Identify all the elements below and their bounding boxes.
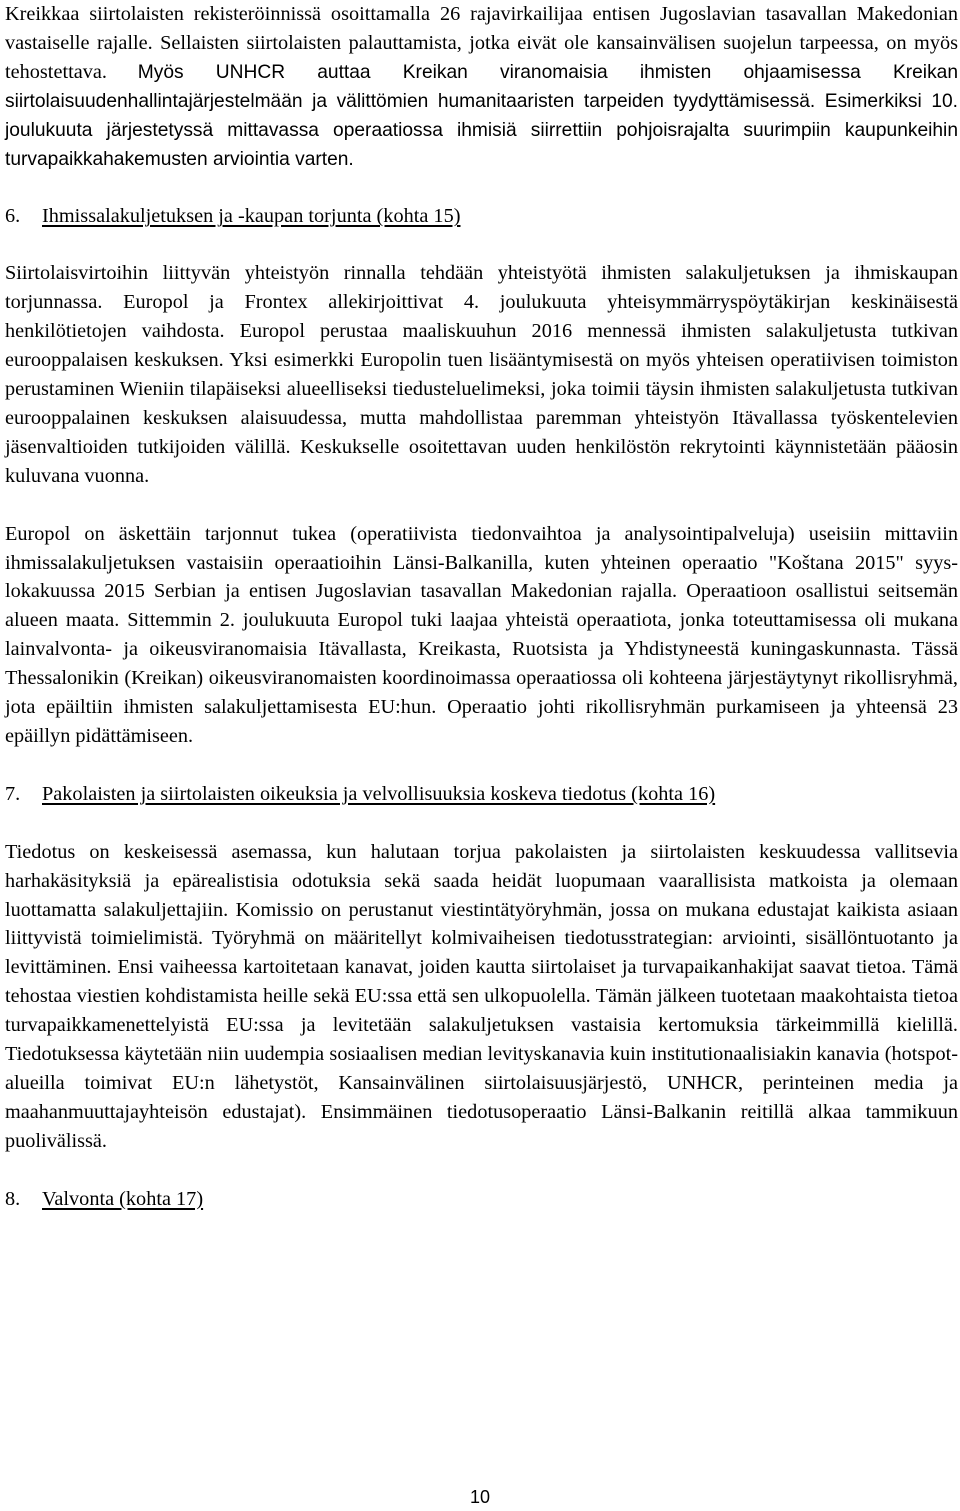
paragraph-information-campaign: Tiedotus on keskeisessä asemassa, kun halutaan torjua pakolaisten ja siirtolaisten keskuudessa vallitsevia harhakäsityksiä ja epärealistisia odotuksia sekä saada heidät luopumaan vaarallisista matkoista ja olemaan luottamatta salakuljettajiin. Komissio on perustanut viestintätyöryhmän, jossa on mukana edustajat kaikista asiaan liittyvistä toimielimistä. Työryhmä on määritellyt kolmivaiheisen tiedotusstrategian: arviointi, sisällöntuotanto ja levittäminen. Ensi vaiheessa kartoitetaan kanavat, joiden kautta siirtolaiset ja turvapaikanhakijat saavat tietoa. Tämä tehostaa viestien kohdistamista heille sekä EU:ssa että sen ulkopuolella. Tämän jälkeen tuotetaan maakohtaista tietoa turvapaikkamenettelyistä EU:ssa ja levitetään salakuljetuksen vastaisia kertomuksia tärkeimmillä kielillä. Tiedotuksessa käytetään niin uudempia sosiaalisen median levityskanavia kuin institutionaalisiakin kanavia (hotspot-alueilla toimivat EU:n lähetystöt, Kansainvälinen siirtolaisuusjärjestö, UNHCR, perinteinen media ja maahanmuuttajayhteisön edustajat). Ensimmäinen tiedotusoperaatio Länsi-Balkanin reitillä alkaa tammikuun puolivälissä. (5, 840, 958, 1152)
paragraph-serif-text: Kreikkaa siirtolaisten rekisteröinnissä osoittamalla 26 rajavirkailijaa entisen Jugoslavian tasavallan Makedonian vastaiselle rajalle. Sellaisten siirtolaisten palauttamista, jotka eivät ole kansainvälisen suojelun tarpeessa, on myös tehostettava. (5, 3, 958, 83)
paragraph-sans-text: Myös UNHCR auttaa Kreikan viranomaisia ihmisten ohjaamisessa Kreikan siirtolaisuudenhallintajärjestelmään ja välittömien humanitaaristen tarpeiden tyydyttämisessä. Esimerkiksi 10. joulukuuta järjestetyssä mittavassa operaatiossa ihmisiä siirrettiin pohjoisrajalta suurimpiin kaupunkeihin turvapaikkahakemusten arviointia varten. (5, 61, 959, 170)
paragraph-europol-operations: Europol on äskettäin tarjonnut tukea (operatiivista tiedonvaihtoa ja analysointipalveluja) useisiin mittaviin ihmissalakuljetuksen vastaisiin operaatioihin Länsi-Balkanilla, kuten yhteinen operaatio "Koštana 2015" syys-lokakuussa 2015 Serbian ja entisen Jugoslavian tasavallan Makedonian rajalla. Operaatioon osallistui seitsemän alueen maata. Sittemmin 2. joulukuuta Europol tuki laajaa yhteistä operaatiota, jonka toteuttamisessa oli mukana lainvalvonta- ja oikeusviranomaisia Itävallasta, Kreikasta, Ruotsista ja Yhdistyneestä kuningaskunnasta. Tässä Thessalonikin (Kreikan) oikeusviranomaisten koordinoimassa operaatiossa oli kohteena järjestäytynyt rikollisryhmä, jota epäiltiin ihmisten salakuljettamisesta EU:hun. Operaatio johti rikollisryhmän purkamiseen ja yhteensä 23 epäillyn pidättämiseen. (5, 522, 958, 747)
section-heading-6 (5, 202, 958, 231)
section-title: Ihmissalakuljetuksen ja -kaupan torjunta (kohta 15) (42, 205, 461, 228)
section-number: 8. (5, 1187, 21, 1210)
section-number: 6. (5, 205, 21, 228)
paragraph-kreikka-support (5, 0, 958, 174)
section-title: Valvonta (kohta 17) (42, 1187, 204, 1210)
document-page (5, 0, 958, 1214)
section-heading-7 (5, 780, 958, 809)
page-number: 10 (469, 1487, 491, 1507)
section-number: 7. (5, 782, 21, 805)
section-heading-8 (5, 1185, 958, 1214)
section-title: Pakolaisten ja siirtolaisten oikeuksia ja velvollisuuksia koskeva tiedotus (kohta 16) (42, 782, 716, 805)
paragraph-smuggling-cooperation: Siirtolaisvirtoihin liittyvän yhteistyön rinnalla tehdään yhteistyötä ihmisten salakuljetuksen ja ihmiskaupan torjunnassa. Europol ja Frontex allekirjoittivat 4. joulukuuta yhteisymmärryspöytäkirjan keskinäisestä henkilötietojen vaihdosta. Europol perustaa maaliskuuhun 2016 mennessä ihmisten salakuljetusta tutkivan eurooppalaisen keskuksen. Yksi esimerkki Europolin tuen lisääntymisestä on myös yhteisen operatiivisen toimiston perustaminen Wieniin tilapäiseksi alueelliseksi tiedusteluelimeksi, joka toimii täysin ihmisten salakuljetusta tutkivan eurooppalainen keskuksen alaisuudessa, mutta mahdollistaa paremman yhteistyön Itävallassa työskentelevien jäsenvaltioiden tutkijoiden välillä. Keskukselle osoitettavan uuden henkilöstön rekrytointi käynnistetään pääosin kuluvana vuonna. (5, 262, 958, 487)
